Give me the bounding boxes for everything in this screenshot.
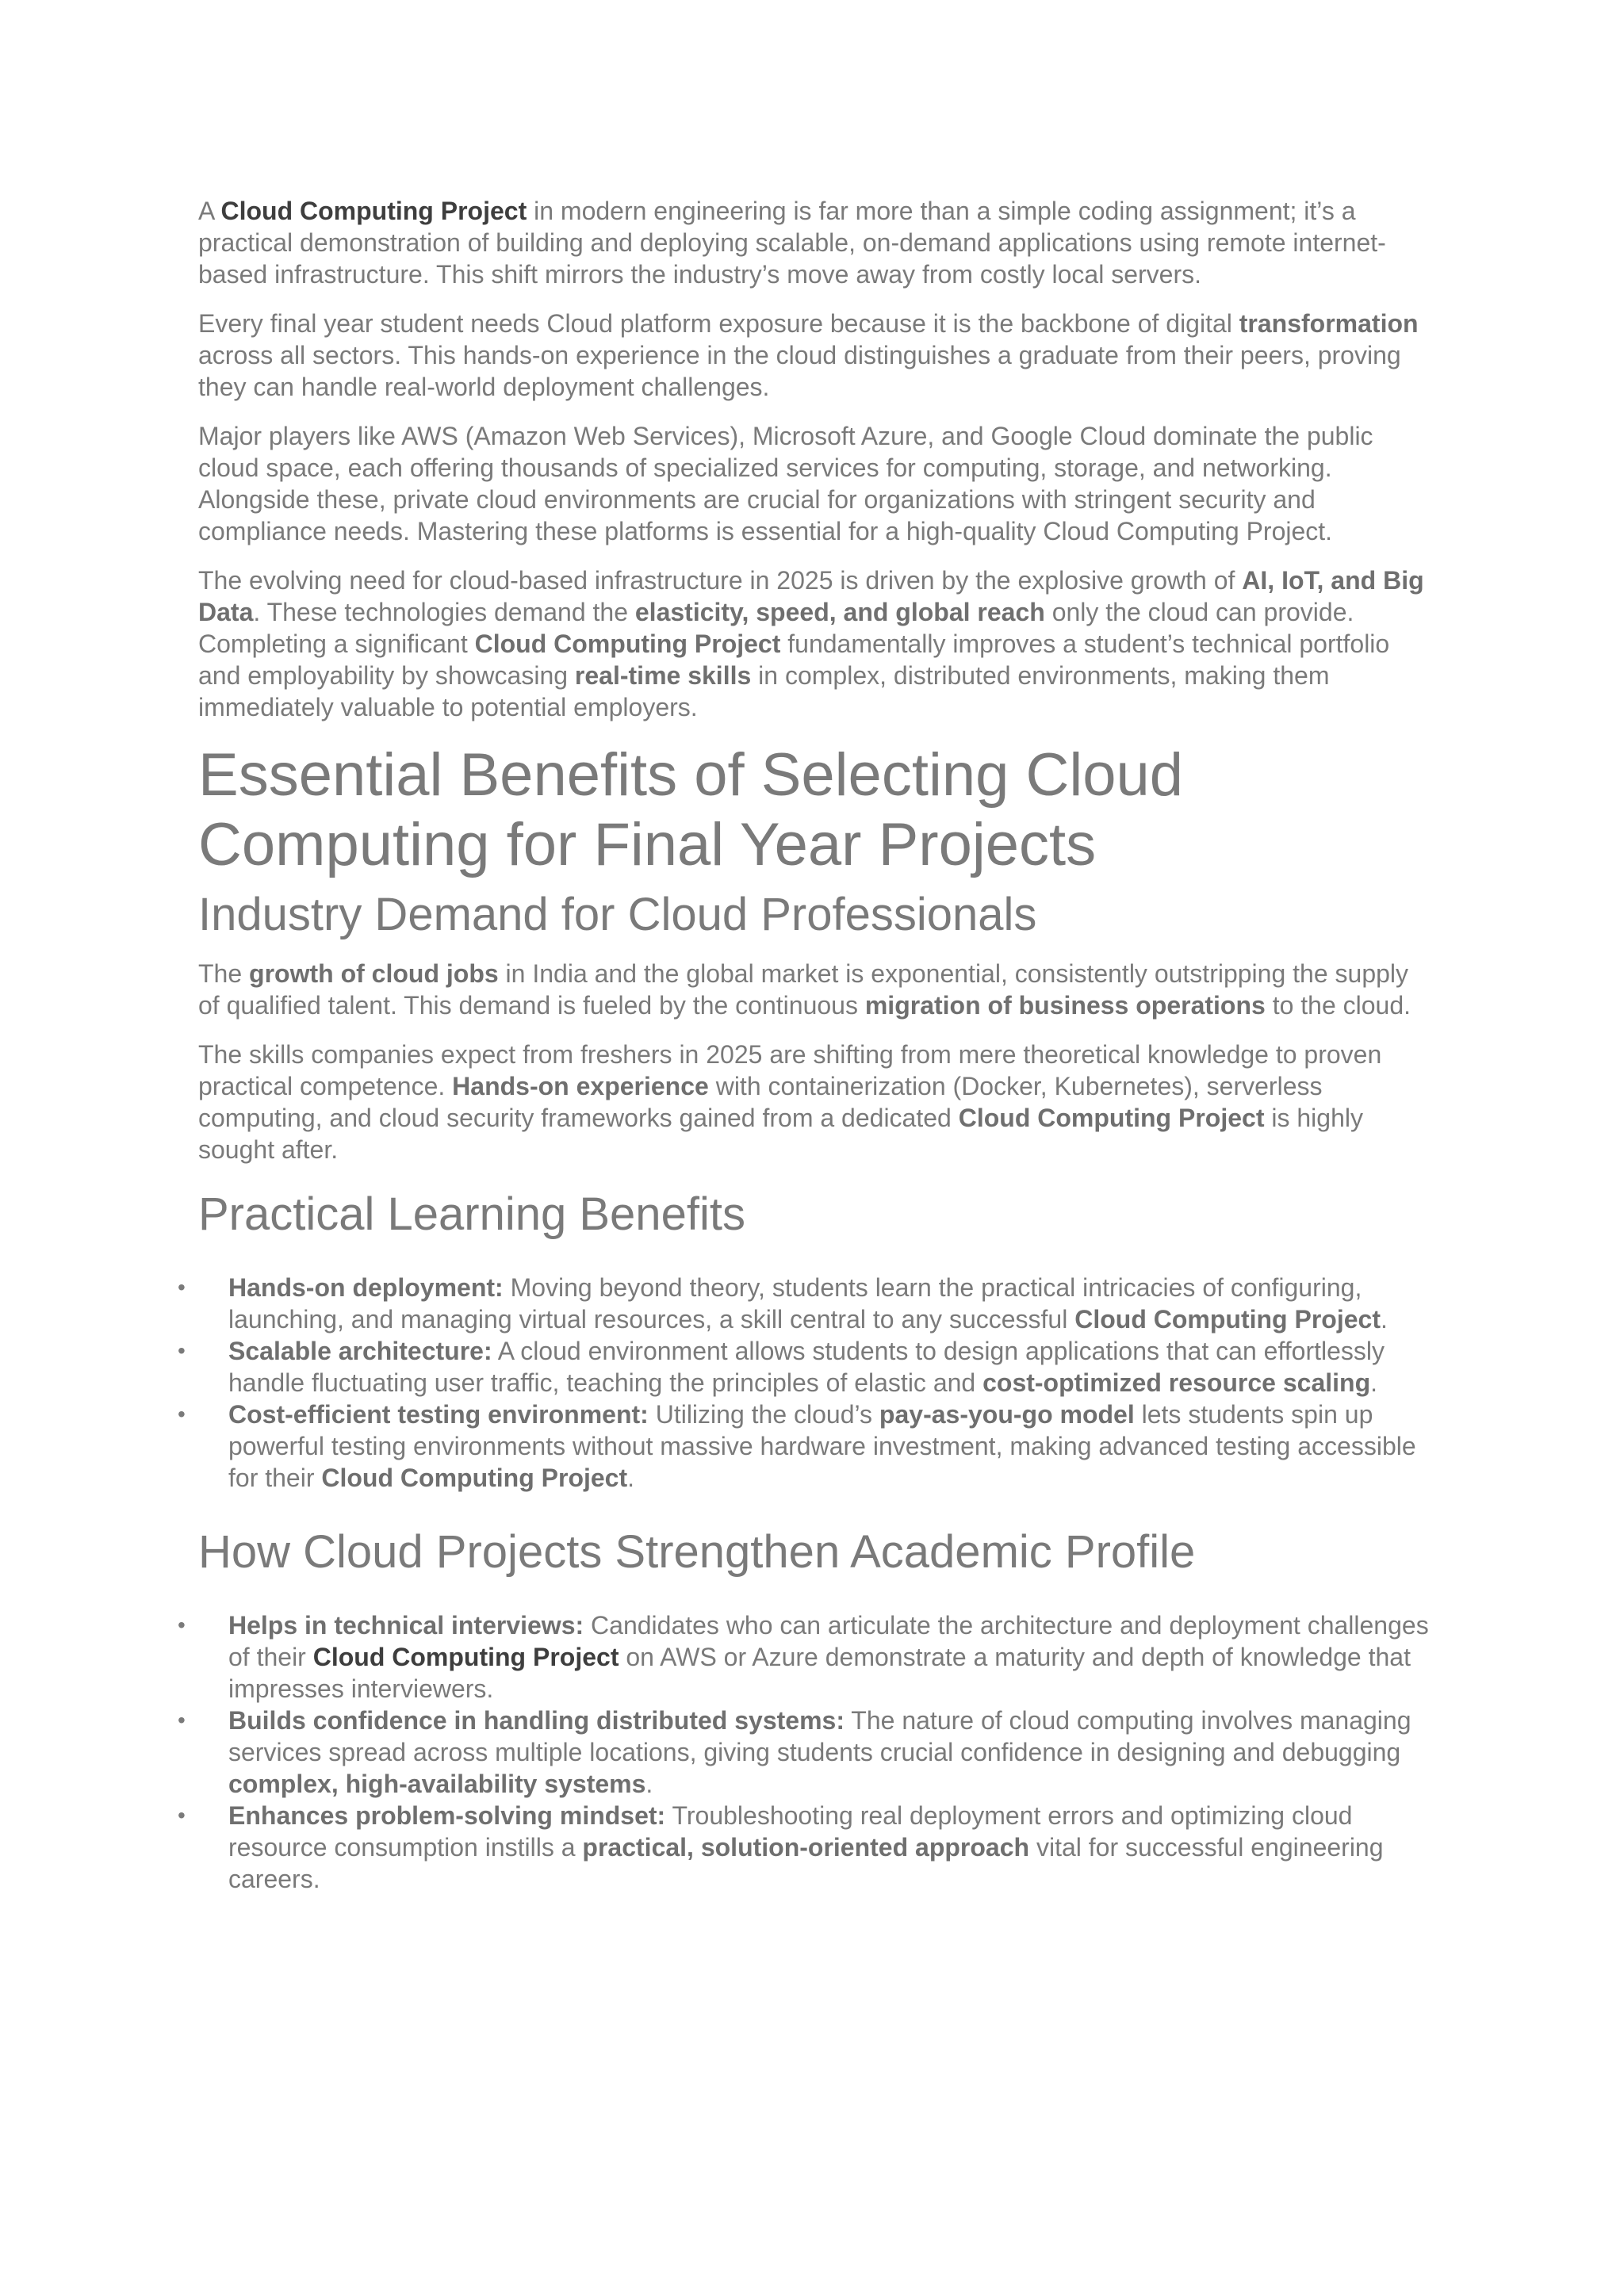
bold-text: AI, IoT, and Big Data — [198, 566, 1424, 626]
bold-text: Hands-on experience — [452, 1072, 709, 1100]
text-run: only the cloud can provide. Completing a significant — [198, 598, 1354, 658]
text-run: The nature of cloud computing involves managing services spread across multiple locations, giving students crucial confidence in designing and debugging — [228, 1706, 1411, 1766]
text-run: across all sectors. This hands-on experience in the cloud distinguishes a graduate from their peers, proving they can handle real-world deployment challenges. — [198, 341, 1401, 401]
bold-text: Cloud Computing Project — [1074, 1305, 1381, 1334]
item-label: Scalable architecture: — [228, 1337, 492, 1365]
text-run: Moving beyond theory, students learn the practical intricacies of configuring, launching, and managing virtual resources, a skill central to any successful — [228, 1273, 1362, 1334]
bold-text: cost-optimized resource scaling — [982, 1368, 1371, 1397]
intro-paragraph-3: Major players like AWS (Amazon Web Services), Microsoft Azure, and Google Cloud dominate the public cloud space, each offering thousands of specialized services for computing, storage, and networking. Alongside these, private cloud environments are crucial for organizations with stringent security and compliance needs. Mastering these platforms is essential for a high-quality Cloud Computing Project. — [198, 422, 1373, 545]
item-label: Builds confidence in handling distributed systems: — [228, 1706, 845, 1735]
item-label: Hands-on deployment: — [228, 1273, 504, 1302]
document-page — [178, 195, 1435, 1927]
text-run: lets students spin up powerful testing environments without massive hardware investment, making advanced testing accessible for their — [228, 1400, 1416, 1492]
text-run: . — [1370, 1368, 1377, 1397]
academic-heading: How Cloud Projects Strengthen Academic Profile — [198, 1526, 1196, 1578]
bold-text: Cloud Computing Project — [958, 1104, 1265, 1132]
keyword-link[interactable]: Cloud Computing Project — [220, 197, 527, 225]
bold-text: transformation — [1239, 309, 1419, 338]
text-run: fundamentally improves a student’s technical portfolio and employability by showcasing — [198, 629, 1390, 690]
bold-text: elasticity, speed, and global reach — [634, 598, 1045, 626]
intro-paragraph-2 — [198, 308, 1435, 403]
text-run: in modern engineering is far more than a simple coding assignment; it’s a practical demonstration of building and deploying scalable, on-demand applications using remote internet-based infrastructure. This shift mirrors the industry’s move away from costly local servers. — [198, 197, 1386, 289]
text-run: Candidates who can articulate the architecture and deployment challenges of their — [228, 1611, 1429, 1671]
bullet-icon: • — [178, 1338, 186, 1363]
bold-text: Cloud Computing Project — [321, 1464, 628, 1492]
item-label: Helps in technical interviews: — [228, 1611, 584, 1640]
practical-benefits-list — [178, 1272, 1435, 1494]
list-item — [178, 1335, 1435, 1399]
bullet-icon: • — [178, 1275, 186, 1299]
bold-text: growth of cloud jobs — [249, 959, 499, 988]
intro-paragraph-4 — [198, 564, 1435, 723]
text-run: in complex, distributed environments, making them immediately valuable to potential employers. — [198, 661, 1330, 721]
intro-paragraph-1 — [198, 195, 1435, 290]
industry-paragraph-1 — [198, 958, 1435, 1021]
text-run: . — [645, 1770, 653, 1798]
text-run: The evolving need for cloud-based infrastructure in 2025 is driven by the explosive growth of — [198, 566, 1243, 595]
list-item — [178, 1399, 1435, 1494]
text-run: The — [198, 959, 250, 988]
bullet-icon: • — [178, 1708, 186, 1732]
academic-profile-list — [178, 1609, 1435, 1895]
text-run: vital for successful engineering careers. — [228, 1833, 1384, 1893]
bold-text: migration of business operations — [864, 991, 1266, 1020]
text-run: The skills companies expect from freshers in 2025 are shifting from mere theoretical knowledge to proven practical competence. — [198, 1040, 1382, 1100]
list-item — [178, 1609, 1435, 1705]
text-run: Every final year student needs Cloud platform exposure because it is the backbone of digital — [198, 309, 1239, 338]
text-run: . — [1380, 1305, 1388, 1334]
section-title: Essential Benefits of Selecting Cloud Computing for Final Year Projects — [198, 741, 1184, 878]
text-run: . These technologies demand the — [253, 598, 635, 626]
text-run: Troubleshooting real deployment errors and optimizing cloud resource consumption instills a — [228, 1801, 1353, 1862]
text-run: A — [198, 197, 221, 225]
text-run: Utilizing the cloud’s — [648, 1400, 879, 1429]
text-run: . — [627, 1464, 635, 1492]
bullet-icon: • — [178, 1803, 186, 1827]
text-run: on AWS or Azure demonstrate a maturity and depth of knowledge that impresses interviewers. — [228, 1643, 1411, 1703]
item-label: Enhances problem-solving mindset: — [228, 1801, 666, 1830]
bullet-icon: • — [178, 1402, 186, 1426]
bold-text: real-time skills — [574, 661, 752, 690]
industry-heading: Industry Demand for Cloud Professionals — [198, 889, 1037, 940]
bold-text: complex, high-availability systems — [228, 1770, 646, 1798]
text-run: A cloud environment allows students to design applications that can effortlessly handle fluctuating user traffic, teaching the principles of elastic and — [228, 1337, 1385, 1397]
list-item — [178, 1705, 1435, 1800]
practical-heading: Practical Learning Benefits — [198, 1188, 745, 1240]
keyword-link[interactable]: Cloud Computing Project — [312, 1643, 619, 1671]
bold-text: Cloud Computing Project — [474, 629, 781, 658]
bullet-icon: • — [178, 1613, 186, 1637]
text-run: to the cloud. — [1265, 991, 1411, 1020]
list-item — [178, 1272, 1435, 1335]
bold-text: practical, solution-oriented approach — [582, 1833, 1030, 1862]
item-label: Cost-efficient testing environment: — [228, 1400, 649, 1429]
text-run: is highly sought after. — [198, 1104, 1363, 1164]
industry-paragraph-2 — [198, 1039, 1435, 1165]
text-run: in India and the global market is exponential, consistently outstripping the supply of qualified talent. This demand is fueled by the continuous — [198, 959, 1409, 1020]
text-run: with containerization (Docker, Kubernetes), serverless computing, and cloud security frameworks gained from a dedicated — [198, 1072, 1323, 1132]
bold-text: pay-as-you-go model — [879, 1400, 1135, 1429]
list-item — [178, 1800, 1435, 1895]
